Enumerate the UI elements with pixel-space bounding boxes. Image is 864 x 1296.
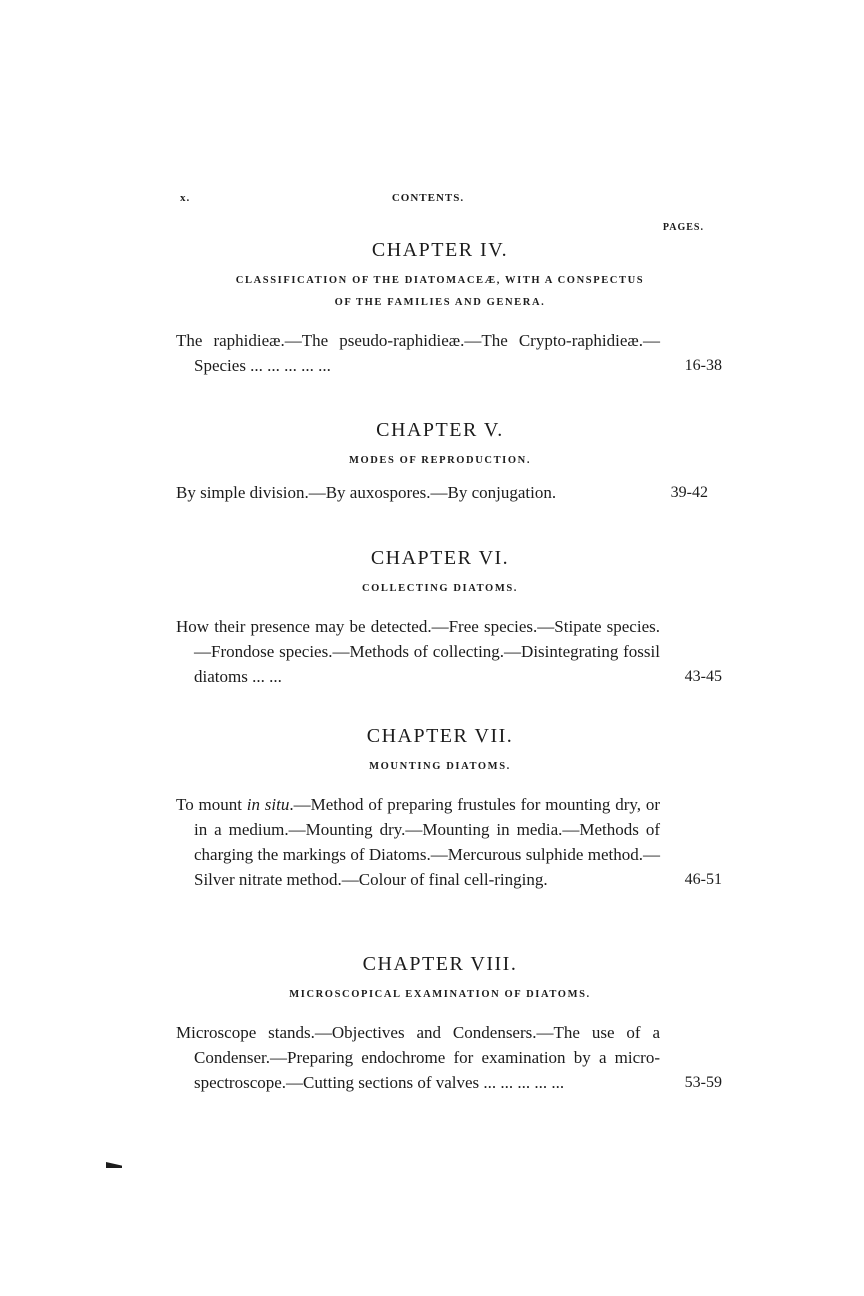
page-range: 53-59 [684, 1074, 722, 1091]
chapter-heading: CHAPTER IV. [371, 239, 509, 261]
chapter-heading: CHAPTER VI. [370, 547, 510, 569]
running-title: CONTENTS. [391, 192, 465, 204]
chapter-heading: CHAPTER VIII. [362, 953, 518, 975]
chapter-summary [176, 792, 722, 892]
subtitle-line: MICROSCOPICAL EXAMINATION OF DIATOMS. [289, 989, 591, 1000]
chapter-vii [176, 724, 722, 892]
page-number: x. [180, 192, 191, 204]
chapter-heading: CHAPTER VII. [366, 725, 514, 747]
page-range: 39-42 [670, 484, 708, 501]
chapter-summary [176, 328, 722, 378]
page-range: 43-45 [684, 668, 722, 685]
summary-text: By simple division.—By auxospores.—By conjugation. [176, 483, 557, 502]
chapter-v [176, 418, 708, 505]
page-range: 46-51 [684, 871, 722, 888]
chapter-subtitle [176, 984, 704, 1006]
subtitle-line: CLASSIFICATION OF THE DIATOMACEÆ, WITH A CONSPECTUS [235, 275, 645, 286]
chapter-heading: CHAPTER V. [376, 419, 504, 441]
subtitle-line: MOUNTING DIATOMS. [369, 761, 511, 772]
running-head [180, 192, 704, 210]
summary-prefix: To mount [176, 795, 247, 814]
chapter-subtitle [176, 578, 704, 600]
subtitle-line: OF THE FAMILIES AND GENERA. [334, 297, 546, 308]
page-range: 16-38 [684, 357, 722, 374]
chapter-summary [176, 480, 708, 505]
chapter-summary [176, 614, 722, 689]
summary-text: How their presence may be detected.—Free species.—Stipate species.—Frondose species.—Methods of collecting.—Disintegrating fossil diatoms ... ... [176, 617, 660, 686]
chapter-subtitle [176, 756, 704, 778]
chapter-summary [176, 1020, 722, 1095]
summary-italic: in situ [246, 795, 290, 814]
chapter-iv [176, 238, 722, 378]
chapter-subtitle [176, 270, 704, 314]
summary-text: Microscope stands.—Objectives and Condensers.—The use of a Condenser.—Preparing endochrome for examination by a micro-spectroscope.—Cutting sections of valves ... ... ... ... ... [176, 1023, 660, 1092]
chapter-viii [176, 952, 722, 1095]
chapter-subtitle [176, 450, 704, 472]
summary-text: The raphidieæ.—The pseudo-raphidieæ.—The Crypto-raphidieæ.—Species ... ... ... ... ... [176, 331, 660, 375]
printer-mark [106, 1162, 122, 1168]
summary-text: .—Method of preparing frustules for mounting dry, or in a medium.—Mounting dry.—Mounting in media.—Methods of charging the markings of Diatoms.—Mercurous sulphide method.—Silver nitrate method.—Colour of final cell-ringing. [194, 795, 660, 889]
pages-column-label: PAGES. [662, 222, 704, 233]
subtitle-line: COLLECTING DIATOMS. [361, 583, 519, 594]
subtitle-line: MODES OF REPRODUCTION. [348, 455, 532, 466]
chapter-vi [176, 546, 722, 689]
